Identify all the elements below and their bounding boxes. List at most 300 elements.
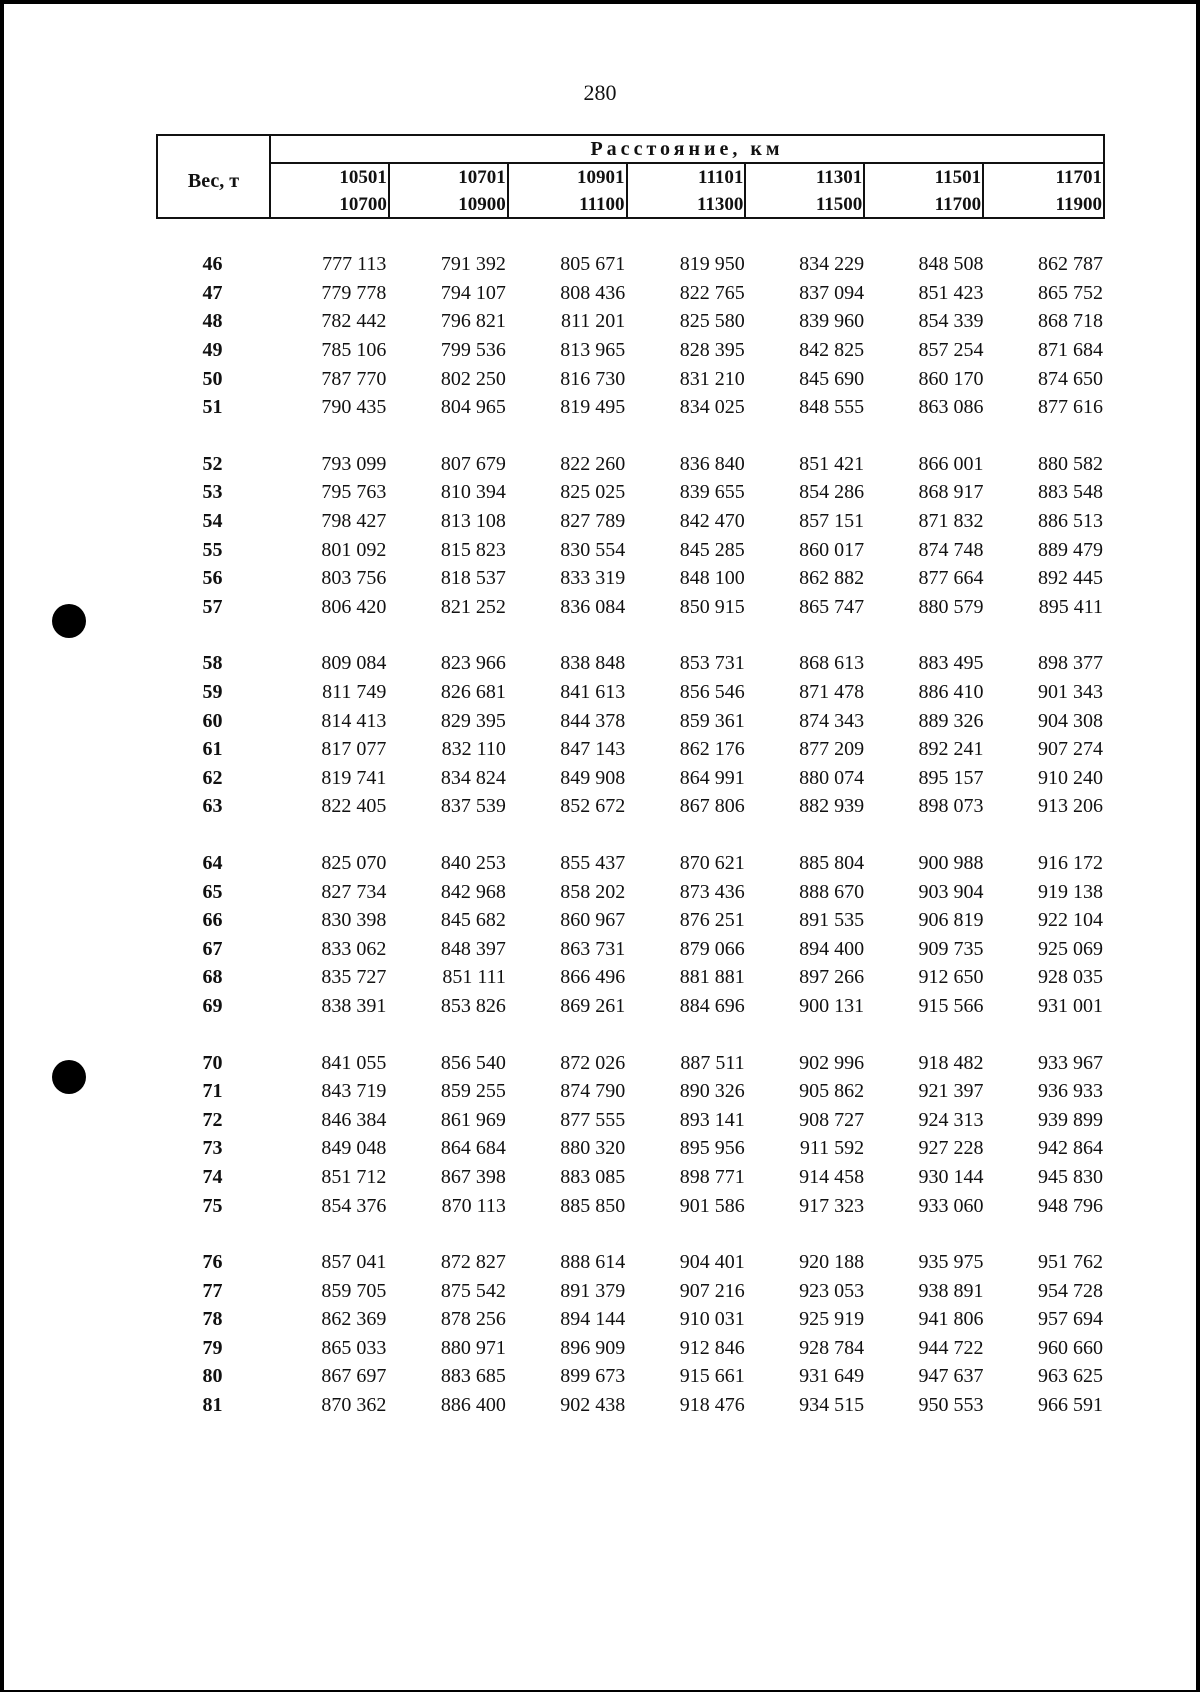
value-cell: 782 442	[321, 310, 387, 333]
value-cell: 905 862	[799, 1080, 865, 1103]
value-cell: 898 377	[1038, 652, 1103, 675]
value-cell: 873 436	[679, 880, 745, 903]
value-cell: 860 967	[560, 909, 626, 932]
value-cell: 888 614	[560, 1251, 626, 1274]
rate-table	[156, 250, 1105, 1419]
value-cell: 801 092	[321, 538, 387, 561]
table-row	[156, 364, 1105, 393]
value-cell: 853 826	[440, 994, 506, 1017]
value-cell: 867 398	[440, 1165, 506, 1188]
value-cell: 813 965	[560, 339, 626, 362]
value-cell: 825 580	[679, 310, 745, 333]
value-cell: 880 579	[918, 595, 984, 618]
value-cell: 815 823	[440, 538, 506, 561]
table-row	[156, 250, 1105, 279]
value-cell: 900 988	[918, 851, 984, 874]
range-from: 11501	[934, 167, 982, 188]
distance-header: Расстояние, км	[271, 136, 1103, 164]
weight-cell: 56	[202, 567, 223, 590]
value-cell: 796 821	[440, 310, 506, 333]
value-cell: 880 320	[560, 1137, 626, 1160]
value-cell: 884 696	[679, 994, 745, 1017]
table-row	[156, 963, 1105, 992]
weight-cell: 70	[202, 1051, 223, 1074]
value-cell: 928 784	[799, 1336, 865, 1359]
distance-range-header	[984, 164, 1103, 217]
value-cell: 858 202	[560, 880, 626, 903]
value-cell: 874 650	[1038, 367, 1103, 390]
value-cell: 880 074	[799, 766, 865, 789]
value-cell: 802 250	[440, 367, 506, 390]
range-to: 10900	[458, 194, 506, 215]
table-row	[156, 934, 1105, 963]
value-cell: 813 108	[440, 510, 506, 533]
weight-cell: 73	[202, 1137, 223, 1160]
value-cell: 837 094	[799, 281, 865, 304]
weight-cell: 75	[202, 1194, 223, 1217]
value-cell: 834 025	[679, 396, 745, 419]
value-cell: 862 882	[799, 567, 865, 590]
value-cell: 777 113	[322, 253, 387, 276]
value-cell: 832 110	[441, 738, 506, 761]
value-cell: 856 546	[679, 681, 745, 704]
table-row	[156, 450, 1105, 479]
range-from: 10701	[458, 167, 506, 188]
value-cell: 891 379	[560, 1279, 626, 1302]
punch-hole	[52, 604, 86, 638]
value-cell: 920 188	[799, 1251, 865, 1274]
value-cell: 810 394	[440, 481, 506, 504]
weight-cell: 55	[202, 538, 223, 561]
value-cell: 845 285	[679, 538, 745, 561]
value-cell: 913 206	[1038, 795, 1103, 818]
value-cell: 890 326	[679, 1080, 745, 1103]
value-cell: 891 535	[799, 909, 865, 932]
value-cell: 871 684	[1038, 339, 1103, 362]
weight-cell: 49	[202, 339, 223, 362]
distance-range-label	[458, 164, 509, 218]
value-cell: 822 765	[679, 281, 745, 304]
value-cell: 809 084	[321, 652, 387, 675]
weight-cell: 46	[202, 253, 223, 276]
range-from: 11101	[698, 167, 744, 188]
value-cell: 851 423	[918, 281, 984, 304]
weight-cell: 61	[202, 738, 223, 761]
value-cell: 902 438	[560, 1394, 626, 1417]
value-cell: 900 131	[799, 994, 865, 1017]
value-cell: 936 933	[1038, 1080, 1103, 1103]
weight-cell: 63	[202, 795, 223, 818]
value-cell: 915 661	[679, 1365, 745, 1388]
weight-cell: 60	[202, 709, 223, 732]
value-cell: 919 138	[1038, 880, 1103, 903]
value-cell: 865 752	[1038, 281, 1103, 304]
value-cell: 854 286	[799, 481, 865, 504]
value-cell: 907 216	[679, 1279, 745, 1302]
value-cell: 898 771	[679, 1165, 745, 1188]
weight-cell: 78	[202, 1308, 223, 1331]
weight-cell: 52	[202, 452, 223, 475]
value-cell: 830 398	[321, 909, 387, 932]
value-cell: 787 770	[321, 367, 387, 390]
value-cell: 957 694	[1038, 1308, 1103, 1331]
value-cell: 822 405	[321, 795, 387, 818]
value-cell: 883 548	[1038, 481, 1103, 504]
value-cell: 918 476	[679, 1394, 745, 1417]
table-row	[156, 507, 1105, 536]
weight-cell: 74	[202, 1165, 223, 1188]
table-row	[156, 336, 1105, 365]
value-cell: 785 106	[321, 339, 387, 362]
weight-cell: 68	[202, 966, 223, 989]
value-cell: 885 850	[560, 1194, 626, 1217]
value-cell: 915 566	[918, 994, 984, 1017]
value-cell: 880 582	[1038, 452, 1103, 475]
value-cell: 818 537	[440, 567, 506, 590]
value-cell: 874 343	[799, 709, 865, 732]
value-cell: 921 397	[918, 1080, 984, 1103]
value-cell: 896 909	[560, 1336, 626, 1359]
value-cell: 950 553	[918, 1394, 984, 1417]
value-cell: 870 621	[679, 851, 745, 874]
table-row	[156, 792, 1105, 821]
table-row	[156, 1305, 1105, 1334]
value-cell: 878 256	[440, 1308, 506, 1331]
value-cell: 928 035	[1038, 966, 1103, 989]
table-row	[156, 307, 1105, 336]
value-cell: 922 104	[1038, 909, 1103, 932]
range-from: 11701	[1055, 167, 1102, 188]
value-cell: 850 915	[679, 595, 745, 618]
value-cell: 947 637	[918, 1365, 984, 1388]
distance-range-label	[697, 164, 746, 218]
range-to: 11900	[1055, 194, 1102, 215]
value-cell: 805 671	[560, 253, 626, 276]
weight-cell: 47	[202, 281, 223, 304]
value-cell: 869 261	[560, 994, 626, 1017]
table-row	[156, 1105, 1105, 1134]
value-cell: 790 435	[321, 396, 387, 419]
range-from: 10501	[339, 167, 387, 188]
distance-range-header	[865, 164, 984, 217]
value-cell: 827 789	[560, 510, 626, 533]
table-row	[156, 535, 1105, 564]
value-cell: 836 840	[679, 452, 745, 475]
value-cell: 866 001	[918, 452, 984, 475]
value-cell: 857 041	[321, 1251, 387, 1274]
value-cell: 963 625	[1038, 1365, 1103, 1388]
distance-range-header	[628, 164, 747, 217]
value-cell: 862 787	[1038, 253, 1103, 276]
weight-cell: 69	[202, 994, 223, 1017]
value-cell: 870 113	[441, 1194, 506, 1217]
value-cell: 948 796	[1038, 1194, 1103, 1217]
value-cell: 895 157	[918, 766, 984, 789]
weight-cell: 62	[202, 766, 223, 789]
value-cell: 954 728	[1038, 1279, 1103, 1302]
value-cell: 821 252	[440, 595, 506, 618]
value-cell: 876 251	[679, 909, 745, 932]
value-cell: 819 950	[679, 253, 745, 276]
value-cell: 811 201	[561, 310, 626, 333]
value-cell: 866 496	[560, 966, 626, 989]
value-cell: 910 031	[679, 1308, 745, 1331]
table-row	[156, 706, 1105, 735]
value-cell: 945 830	[1038, 1165, 1103, 1188]
value-cell: 868 613	[799, 652, 865, 675]
value-cell: 804 965	[440, 396, 506, 419]
value-cell: 823 966	[440, 652, 506, 675]
weight-cell: 66	[202, 909, 223, 932]
value-cell: 960 660	[1038, 1336, 1103, 1359]
table-row	[156, 1163, 1105, 1192]
table-row	[156, 393, 1105, 422]
value-cell: 901 343	[1038, 681, 1103, 704]
value-cell: 822 260	[560, 452, 626, 475]
value-cell: 841 613	[560, 681, 626, 704]
value-cell: 874 748	[918, 538, 984, 561]
value-cell: 924 313	[918, 1108, 984, 1131]
value-cell: 798 427	[321, 510, 387, 533]
value-cell: 857 151	[799, 510, 865, 533]
value-cell: 889 479	[1038, 538, 1103, 561]
table-header	[156, 134, 1105, 219]
value-cell: 836 084	[560, 595, 626, 618]
value-cell: 793 099	[321, 452, 387, 475]
distance-range-header	[509, 164, 628, 217]
value-cell: 871 478	[799, 681, 865, 704]
range-from: 10901	[577, 167, 625, 188]
value-cell: 819 495	[560, 396, 626, 419]
document-page	[4, 4, 1196, 1690]
value-cell: 831 210	[679, 367, 745, 390]
value-cell: 877 664	[918, 567, 984, 590]
value-cell: 935 975	[918, 1251, 984, 1274]
value-cell: 829 395	[440, 709, 506, 732]
value-cell: 826 681	[440, 681, 506, 704]
value-cell: 933 060	[918, 1194, 984, 1217]
value-cell: 877 616	[1038, 396, 1103, 419]
value-cell: 834 229	[799, 253, 865, 276]
distance-range-header	[271, 164, 390, 217]
value-cell: 904 308	[1038, 709, 1103, 732]
weight-cell: 76	[202, 1251, 223, 1274]
value-cell: 880 971	[440, 1336, 506, 1359]
table-row	[156, 1248, 1105, 1277]
table-row	[156, 1362, 1105, 1391]
group-spacer	[156, 621, 1105, 649]
punch-hole	[52, 1060, 86, 1094]
table-row	[156, 764, 1105, 793]
value-cell: 865 033	[321, 1336, 387, 1359]
value-cell: 791 392	[440, 253, 506, 276]
value-cell: 894 144	[560, 1308, 626, 1331]
value-cell: 844 378	[560, 709, 626, 732]
value-cell: 848 555	[799, 396, 865, 419]
range-to: 11700	[934, 194, 982, 215]
weight-cell: 72	[202, 1108, 223, 1131]
value-cell: 845 690	[799, 367, 865, 390]
value-cell: 834 824	[440, 766, 506, 789]
value-cell: 841 055	[321, 1051, 387, 1074]
value-cell: 859 361	[679, 709, 745, 732]
value-cell: 893 141	[679, 1108, 745, 1131]
value-cell: 860 017	[799, 538, 865, 561]
weight-cell: 53	[202, 481, 223, 504]
value-cell: 892 241	[918, 738, 984, 761]
table-row	[156, 877, 1105, 906]
value-cell: 907 274	[1038, 738, 1103, 761]
value-cell: 934 515	[799, 1394, 865, 1417]
value-cell: 811 749	[322, 681, 387, 704]
value-cell: 851 712	[321, 1165, 387, 1188]
group-spacer	[156, 821, 1105, 849]
value-cell: 852 672	[560, 795, 626, 818]
distance-range-header	[746, 164, 865, 217]
value-cell: 930 144	[918, 1165, 984, 1188]
weight-cell: 71	[202, 1080, 223, 1103]
value-cell: 941 806	[918, 1308, 984, 1331]
value-cell: 895 411	[1038, 595, 1103, 618]
table-row	[156, 992, 1105, 1021]
distance-range-label	[1056, 164, 1103, 218]
value-cell: 863 086	[918, 396, 984, 419]
weight-cell: 48	[202, 310, 223, 333]
value-cell: 918 482	[918, 1051, 984, 1074]
value-cell: 803 756	[321, 567, 387, 590]
value-cell: 868 718	[1038, 310, 1103, 333]
value-cell: 842 825	[799, 339, 865, 362]
group-spacer	[156, 1220, 1105, 1248]
value-cell: 806 420	[321, 595, 387, 618]
value-cell: 827 734	[321, 880, 387, 903]
weight-cell: 77	[202, 1279, 223, 1302]
value-cell: 872 026	[560, 1051, 626, 1074]
value-cell: 892 445	[1038, 567, 1103, 590]
value-cell: 843 719	[321, 1080, 387, 1103]
value-cell: 895 956	[679, 1137, 745, 1160]
value-cell: 833 319	[560, 567, 626, 590]
value-cell: 879 066	[679, 937, 745, 960]
value-cell: 854 339	[918, 310, 984, 333]
value-cell: 912 846	[679, 1336, 745, 1359]
table-row	[156, 478, 1105, 507]
value-cell: 830 554	[560, 538, 626, 561]
table-row	[156, 735, 1105, 764]
value-cell: 933 967	[1038, 1051, 1103, 1074]
value-cell: 889 326	[918, 709, 984, 732]
value-cell: 902 996	[799, 1051, 865, 1074]
value-cell: 799 536	[440, 339, 506, 362]
range-to: 10700	[339, 194, 387, 215]
range-to: 11300	[696, 194, 744, 215]
value-cell: 938 891	[918, 1279, 984, 1302]
value-cell: 838 848	[560, 652, 626, 675]
value-cell: 916 172	[1038, 851, 1103, 874]
value-cell: 901 586	[679, 1194, 745, 1217]
value-cell: 909 735	[918, 937, 984, 960]
weight-cell: 57	[202, 595, 223, 618]
value-cell: 886 410	[918, 681, 984, 704]
value-cell: 862 369	[321, 1308, 387, 1331]
table-row	[156, 678, 1105, 707]
page-number: 280	[583, 80, 617, 105]
value-cell: 908 727	[799, 1108, 865, 1131]
value-cell: 904 401	[679, 1251, 745, 1274]
value-cell: 848 397	[440, 937, 506, 960]
value-cell: 833 062	[321, 937, 387, 960]
value-cell: 848 100	[679, 567, 745, 590]
range-from: 11301	[815, 167, 863, 188]
value-cell: 868 917	[918, 481, 984, 504]
value-cell: 859 255	[440, 1080, 506, 1103]
value-cell: 883 685	[440, 1365, 506, 1388]
value-cell: 874 790	[560, 1080, 626, 1103]
value-cell: 861 969	[440, 1108, 506, 1131]
group-spacer	[156, 422, 1105, 450]
value-cell: 814 413	[321, 709, 387, 732]
value-cell: 910 240	[1038, 766, 1103, 789]
table-row	[156, 849, 1105, 878]
weight-cell: 54	[202, 510, 223, 533]
table-row	[156, 564, 1105, 593]
weight-cell: 67	[202, 937, 223, 960]
value-cell: 807 679	[440, 452, 506, 475]
weight-cell: 81	[202, 1394, 223, 1417]
weight-cell: 50	[202, 367, 223, 390]
value-cell: 871 832	[918, 510, 984, 533]
value-cell: 837 539	[440, 795, 506, 818]
table-row	[156, 1191, 1105, 1220]
value-cell: 845 682	[440, 909, 506, 932]
table-row	[156, 279, 1105, 308]
weight-cell: 79	[202, 1336, 223, 1359]
value-cell: 881 881	[679, 966, 745, 989]
value-cell: 839 960	[799, 310, 865, 333]
range-to: 11100	[579, 194, 625, 215]
value-cell: 854 376	[321, 1194, 387, 1217]
value-cell: 888 670	[799, 880, 865, 903]
value-cell: 848 508	[918, 253, 984, 276]
value-cell: 966 591	[1038, 1394, 1103, 1417]
value-cell: 853 731	[679, 652, 745, 675]
table-row	[156, 1391, 1105, 1420]
table-row	[156, 1276, 1105, 1305]
weight-cell: 80	[202, 1365, 223, 1388]
value-cell: 851 421	[799, 452, 865, 475]
value-cell: 923 053	[799, 1279, 865, 1302]
value-cell: 931 001	[1038, 994, 1103, 1017]
value-cell: 828 395	[679, 339, 745, 362]
value-cell: 808 436	[560, 281, 626, 304]
value-cell: 867 697	[321, 1365, 387, 1388]
value-cell: 877 209	[799, 738, 865, 761]
value-cell: 886 400	[440, 1394, 506, 1417]
range-to: 11500	[815, 194, 863, 215]
distance-range-label	[816, 164, 865, 218]
table-row	[156, 649, 1105, 678]
value-cell: 883 495	[918, 652, 984, 675]
value-cell: 914 458	[799, 1165, 865, 1188]
weight-column-header: Вес, т	[158, 136, 271, 217]
value-cell: 835 727	[321, 966, 387, 989]
weight-cell: 64	[202, 851, 223, 874]
value-cell: 847 143	[560, 738, 626, 761]
value-cell: 906 819	[918, 909, 984, 932]
value-cell: 917 323	[799, 1194, 865, 1217]
weight-cell: 58	[202, 652, 223, 675]
value-cell: 927 228	[918, 1137, 984, 1160]
